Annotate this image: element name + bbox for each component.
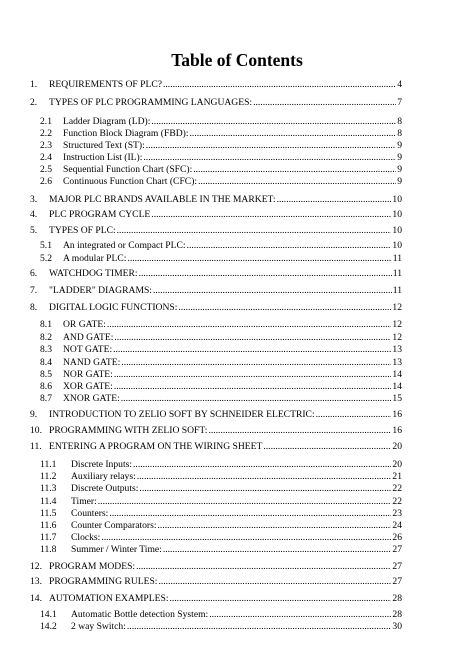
toc-entry-number: 8. [30, 302, 38, 313]
dot-leader [114, 332, 391, 344]
toc-entry-page-number: 13 [392, 344, 402, 355]
toc-entry-page-number: 10 [392, 225, 402, 236]
toc-entry-page-number: 9 [397, 164, 402, 175]
toc-entry-label: DIGITAL LOGIC FUNCTIONS: [49, 302, 178, 313]
toc-entry-number: 11.6 [40, 520, 57, 531]
toc-entry-number: 11.8 [40, 544, 57, 555]
toc-entry-label: WATCHDOG TIMER: [49, 268, 138, 279]
toc-entry-page-number: 27 [392, 561, 402, 572]
toc-entry-number: 13. [30, 576, 42, 587]
toc-entry[interactable] [40, 532, 402, 544]
toc-entry[interactable] [40, 357, 402, 369]
toc-entry-label: AUTOMATION EXAMPLES: [49, 593, 169, 604]
toc-entry-page-number: 10 [392, 194, 402, 205]
toc-entry[interactable] [30, 225, 402, 237]
toc-entry-page-number: 13 [392, 357, 402, 368]
toc-entry[interactable] [30, 576, 402, 588]
toc-entry-number: 8.1 [40, 319, 52, 330]
toc-entry-label: Function Block Diagram (FBD): [63, 128, 189, 139]
toc-entry-label: Auxiliary relays: [71, 471, 136, 482]
toc-entry-page-number: 12 [392, 319, 402, 330]
toc-entry-number: 11.4 [40, 496, 57, 507]
toc-entry[interactable] [30, 409, 402, 421]
toc-entry[interactable] [40, 544, 402, 556]
toc-entry-number: 5.2 [40, 253, 52, 264]
toc-entry[interactable] [40, 471, 402, 483]
toc-entry[interactable] [40, 128, 402, 140]
toc-entry-number: 11.1 [40, 459, 57, 470]
dot-leader [209, 609, 391, 621]
toc-entry[interactable] [40, 176, 402, 188]
toc-entry-number: 12. [30, 561, 42, 572]
toc-entry-page-number: 10 [392, 209, 402, 220]
toc-entry[interactable] [30, 209, 402, 221]
toc-entry[interactable] [40, 253, 402, 265]
toc-entry-page-number: 30 [392, 621, 402, 632]
dot-leader [143, 152, 396, 164]
toc-entry[interactable] [40, 240, 402, 252]
toc-entry-label: NAND GATE: [63, 357, 121, 368]
toc-entry-number: 1. [30, 79, 38, 90]
toc-entry[interactable] [40, 116, 402, 128]
dot-leader [146, 140, 396, 152]
toc-entry-page-number: 28 [392, 593, 402, 604]
dot-leader [193, 164, 396, 176]
toc-entry-page-number: 11 [392, 253, 402, 264]
toc-entry-number: 3. [30, 194, 38, 205]
toc-entry-number: 8.6 [40, 381, 52, 392]
dot-leader [151, 116, 396, 128]
toc-entry-number: 6. [30, 268, 38, 279]
toc-entry-label: AND GATE: [63, 332, 114, 343]
toc-entry-number: 8.2 [40, 332, 52, 343]
toc-entry-label: OR GATE: [63, 319, 106, 330]
dot-leader [127, 253, 391, 265]
toc-entry[interactable] [40, 319, 402, 331]
toc-entry-number: 2.5 [40, 164, 52, 175]
toc-entry-label: Counter Comparators: [71, 520, 157, 531]
dot-leader [136, 561, 391, 573]
toc-entry-page-number: 9 [397, 140, 402, 151]
toc-entry-label: Timer: [71, 496, 97, 507]
toc-entry-page-number: 15 [392, 393, 402, 404]
toc-entry[interactable] [40, 164, 402, 176]
toc-entry[interactable] [40, 459, 402, 471]
toc-entry-label: Clocks: [71, 532, 101, 543]
dot-leader [137, 471, 392, 483]
dot-leader [114, 381, 392, 393]
toc-entry-label: 2 way Switch: [71, 621, 126, 632]
toc-entry-number: 7. [30, 285, 38, 296]
toc-entry[interactable] [30, 302, 402, 314]
toc-entry-label: PROGRAMMING WITH ZELIO SOFT: [49, 425, 208, 436]
toc-entry-label: NOT GATE: [63, 344, 113, 355]
toc-entry[interactable] [40, 344, 402, 356]
dot-leader [98, 496, 392, 508]
toc-entry-label: Discrete Inputs: [71, 459, 133, 470]
toc-entry-number: 11.7 [40, 532, 57, 543]
toc-entry-page-number: 12 [392, 302, 402, 313]
toc-entry-number: 11.3 [40, 483, 57, 494]
toc-entry-page-number: 21 [392, 471, 402, 482]
toc-entry-label: PLC PROGRAM CYCLE [49, 209, 151, 220]
dot-leader [107, 319, 392, 331]
toc-entry-label: INTRODUCTION TO ZELIO SOFT BY SCHNEIDER ELECTRIC: [49, 409, 315, 420]
dot-leader [208, 425, 391, 437]
toc-entry-number: 2.4 [40, 152, 52, 163]
dot-leader [158, 520, 392, 532]
toc-entry-number: 8.5 [40, 369, 52, 380]
toc-entry[interactable] [40, 496, 402, 508]
toc-entry-page-number: 27 [392, 576, 402, 587]
toc-entry-label: "LADDER" DIAGRAMS: [49, 285, 152, 296]
toc-entry[interactable] [40, 520, 402, 532]
toc-entry-number: 11.5 [40, 508, 57, 519]
toc-entry-label: TYPES OF PLC PROGRAMMING LANGUAGES: [49, 97, 253, 108]
toc-entry-page-number: 9 [397, 152, 402, 163]
toc-entry[interactable] [30, 441, 402, 453]
toc-entry-number: 8.3 [40, 344, 52, 355]
toc-entry-number: 5. [30, 225, 38, 236]
toc-entry-page-number: 20 [392, 459, 402, 470]
toc-entry-label: Sequential Function Chart (SFC): [63, 164, 193, 175]
toc-entry-number: 2. [30, 97, 38, 108]
toc-entry-label: Continuous Function Chart (CFC): [63, 176, 198, 187]
dot-leader [263, 441, 391, 453]
toc-entry-label: PROGRAM MODES: [49, 561, 136, 572]
dot-leader [198, 176, 396, 188]
toc-entry[interactable] [30, 285, 402, 297]
toc-entry-page-number: 10 [392, 240, 402, 251]
toc-entry-page-number: 12 [392, 332, 402, 343]
toc-entry-page-number: 28 [392, 609, 402, 620]
page-title: Table of Contents [171, 50, 303, 70]
toc-entry-page-number: 23 [392, 508, 402, 519]
dot-leader [101, 532, 391, 544]
dot-leader [117, 225, 392, 237]
toc-entry-page-number: 11 [392, 268, 402, 279]
toc-entry-page-number: 14 [392, 381, 402, 392]
toc-entry-label: Discrete Outputs: [71, 483, 139, 494]
dot-leader [139, 483, 391, 495]
dot-leader [113, 344, 391, 356]
toc-entry-page-number: 4 [397, 79, 402, 90]
toc-entry-page-number: 22 [392, 483, 402, 494]
toc-entry[interactable] [40, 140, 402, 152]
dot-leader [277, 194, 392, 206]
dot-leader [121, 393, 392, 405]
dot-leader [169, 593, 391, 605]
toc-entry-number: 2.2 [40, 128, 52, 139]
toc-entry-page-number: 8 [397, 116, 402, 127]
toc-entry-page-number: 20 [392, 441, 402, 452]
toc-entry-page-number: 24 [392, 520, 402, 531]
toc-entry-page-number: 8 [397, 128, 402, 139]
toc-entry-label: Instruction List (IL): [63, 152, 143, 163]
dot-leader [253, 97, 396, 109]
toc-entry-page-number: 9 [397, 176, 402, 187]
toc-entry-label: NOR GATE: [63, 369, 113, 380]
toc-entry-label: An integrated or Compact PLC: [63, 240, 186, 251]
dot-leader [121, 357, 391, 369]
toc-entry-number: 4. [30, 209, 38, 220]
toc-entry-label: Automatic Bottle detection System: [71, 609, 209, 620]
toc-entry[interactable] [40, 609, 402, 621]
toc-entry[interactable] [30, 425, 402, 437]
toc-entry-number: 8.4 [40, 357, 52, 368]
toc-entry-number: 14.2 [40, 621, 57, 632]
toc-entry-page-number: 14 [392, 369, 402, 380]
toc-entry-number: 14.1 [40, 609, 57, 620]
toc-entry-page-number: 16 [392, 425, 402, 436]
toc-entry[interactable] [30, 79, 402, 91]
toc-entry-page-number: 11 [392, 285, 402, 296]
toc-entry-number: 2.6 [40, 176, 52, 187]
dot-leader [163, 79, 396, 91]
toc-entry[interactable] [30, 561, 402, 573]
toc-entry-label: ENTERING A PROGRAM ON THE WIRING SHEET [49, 441, 263, 452]
toc-entry-label: Summer / Winter Time: [71, 544, 162, 555]
dot-leader [109, 508, 391, 520]
toc-entry-number: 9. [30, 409, 38, 420]
dot-leader [114, 369, 392, 381]
toc-entry[interactable] [40, 393, 402, 405]
toc-entry-label: Counters: [71, 508, 109, 519]
dot-leader [133, 459, 391, 471]
dot-leader [158, 576, 391, 588]
toc-entry[interactable] [40, 483, 402, 495]
toc-entry-page-number: 27 [392, 544, 402, 555]
toc-entry[interactable] [30, 194, 402, 206]
toc-entry-label: XNOR GATE: [63, 393, 120, 404]
toc-entry-label: A modular PLC: [63, 253, 127, 264]
toc-entry-label: Structured Text (ST): [63, 140, 145, 151]
dot-leader [187, 240, 392, 252]
toc-entry-number: 8.7 [40, 393, 52, 404]
dot-leader [190, 128, 397, 140]
toc-entry-number: 5.1 [40, 240, 52, 251]
toc-entry-page-number: 16 [392, 409, 402, 420]
dot-leader [178, 302, 391, 314]
toc-entry-label: TYPES OF PLC: [49, 225, 116, 236]
dot-leader [151, 209, 391, 221]
toc-entry-label: MAJOR PLC BRANDS AVAILABLE IN THE MARKET: [49, 194, 276, 205]
dot-leader [153, 285, 392, 297]
toc-entry[interactable] [40, 332, 402, 344]
dot-leader [127, 621, 392, 633]
toc-entry[interactable] [40, 621, 402, 633]
toc-entry-number: 10. [30, 425, 42, 436]
toc-entry[interactable] [40, 369, 402, 381]
toc-entry-number: 11.2 [40, 471, 57, 482]
toc-entry-number: 11. [30, 441, 42, 452]
toc-entry[interactable] [30, 268, 402, 280]
toc-entry[interactable] [40, 508, 402, 520]
toc-entry[interactable] [40, 152, 402, 164]
toc-entry-number: 2.3 [40, 140, 52, 151]
toc-entry-number: 14. [30, 593, 42, 604]
toc-entry-number: 2.1 [40, 116, 52, 127]
toc-entry-page-number: 7 [397, 97, 402, 108]
toc-entry-label: PROGRAMMING RULES: [49, 576, 158, 587]
toc-entry[interactable] [30, 97, 402, 109]
toc-entry-label: Ladder Diagram (LD): [63, 116, 151, 127]
toc-entry[interactable] [40, 381, 402, 393]
toc-entry-page-number: 26 [392, 532, 402, 543]
toc-entry-label: REQUIREMENTS OF PLC? [49, 79, 162, 90]
dot-leader [316, 409, 392, 421]
dot-leader [163, 544, 392, 556]
toc-entry-label: XOR GATE: [63, 381, 113, 392]
toc-entry[interactable] [30, 593, 402, 605]
toc-entry-page-number: 22 [392, 496, 402, 507]
dot-leader [139, 268, 392, 280]
